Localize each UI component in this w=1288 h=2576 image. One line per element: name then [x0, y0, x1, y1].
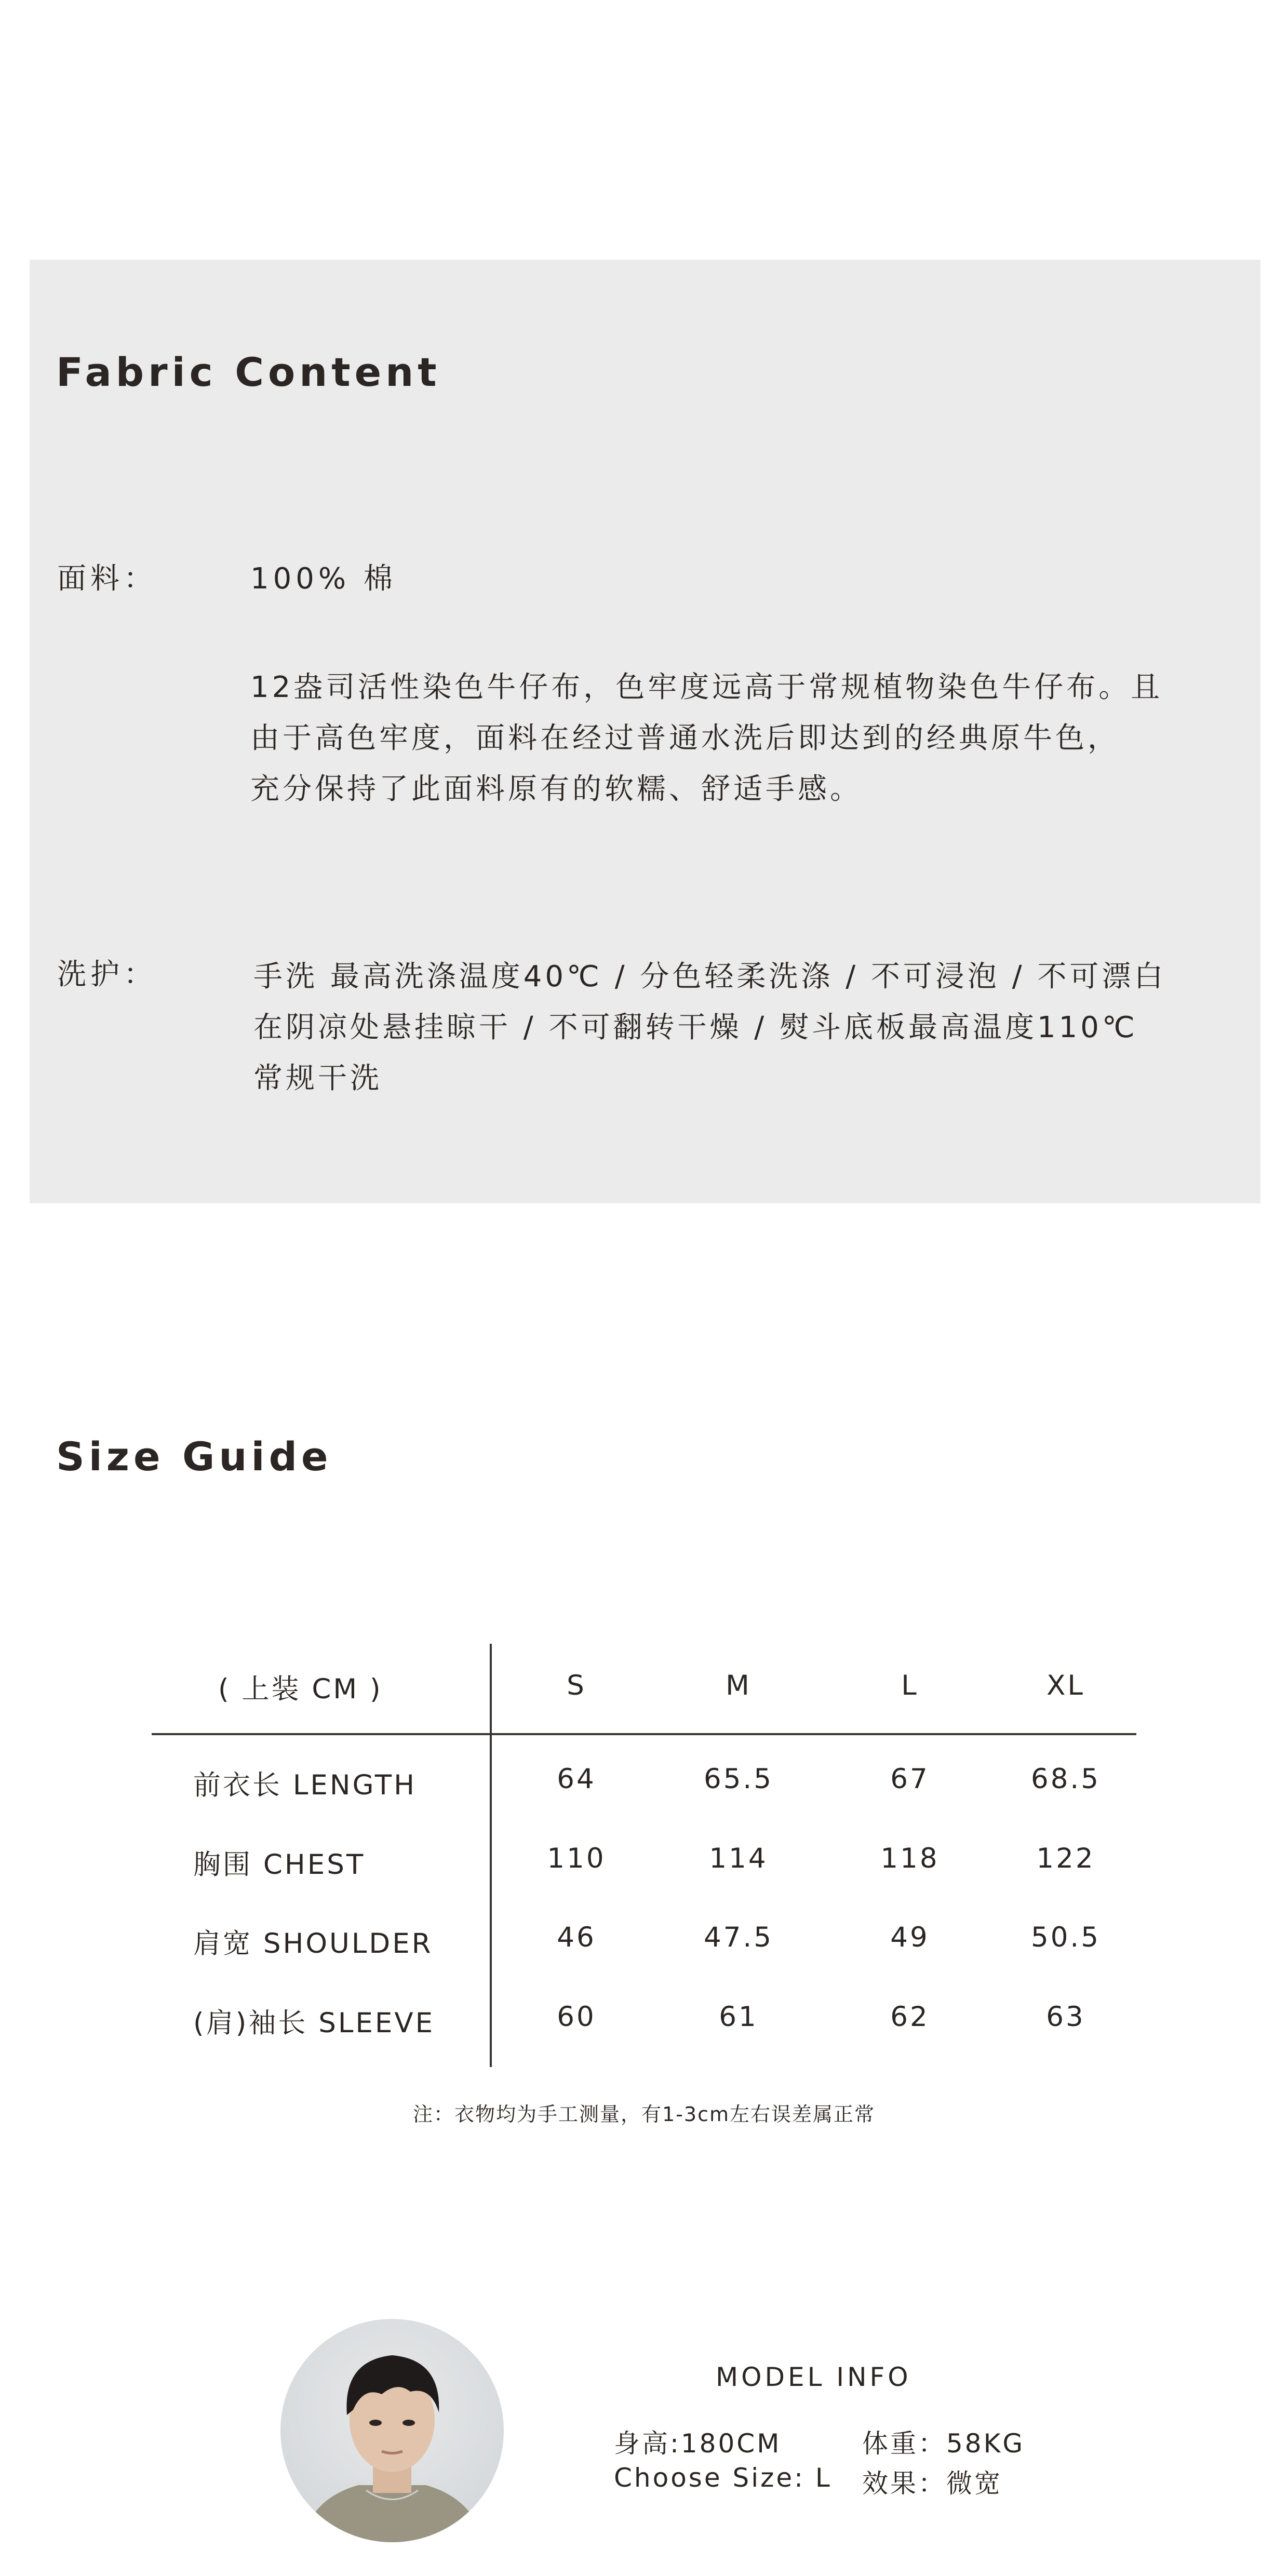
fabric-description-line: 12盎司活性染色牛仔布，色牢度远高于常规植物染色牛仔布。且 [250, 670, 1163, 704]
care-instructions [253, 951, 1166, 1104]
fabric-content-title: Fabric Content [56, 349, 441, 395]
material-value: 100% 棉 [250, 562, 397, 596]
fabric-description-line: 充分保持了此面料原有的软糯、舒适手感。 [250, 772, 862, 806]
table-header-divider [152, 1733, 1136, 1735]
row-label: 前衣长 LENGTH [193, 1769, 417, 1801]
row-label: 肩宽 SHOULDER [193, 1928, 433, 1960]
cell-l: 62 [890, 2001, 930, 2033]
model-avatar [280, 2319, 504, 2542]
table-column-divider [490, 1644, 492, 2067]
model-height: 身高:180CM [614, 2429, 782, 2459]
cell-m: 114 [709, 1843, 768, 1874]
fabric-description [250, 662, 1163, 815]
cell-s: 46 [557, 1922, 596, 1953]
cell-s: 64 [557, 1763, 596, 1795]
care-instruction-line: 在阴凉处悬挂晾干 / 不可翻转干燥 / 熨斗底板最高温度110℃ [253, 1011, 1138, 1044]
size-header-xl: XL [1046, 1670, 1085, 1701]
model-weight: 体重：58KG [862, 2429, 1025, 2459]
size-header-l: L [901, 1670, 919, 1701]
cell-xl: 63 [1046, 2001, 1085, 2033]
unit-header: ( 上装 CM ) [218, 1673, 383, 1705]
care-instruction-line: 常规干洗 [253, 1062, 382, 1095]
cell-l: 118 [880, 1843, 940, 1874]
model-portrait-icon [280, 2319, 504, 2542]
row-label: (肩)袖长 SLEEVE [193, 2007, 435, 2039]
cell-m: 61 [719, 2001, 758, 2033]
cell-xl: 122 [1036, 1843, 1095, 1874]
fabric-description-line: 由于高色牢度，面料在经过普通水洗后即达到的经典原牛色， [250, 721, 1120, 755]
cell-l: 67 [890, 1763, 930, 1795]
size-guide-title: Size Guide [56, 1433, 332, 1480]
cell-m: 47.5 [703, 1922, 773, 1953]
size-header-m: M [726, 1670, 752, 1701]
cell-s: 110 [547, 1843, 606, 1874]
care-label: 洗护： [57, 958, 157, 991]
row-label: 胸围 CHEST [193, 1849, 366, 1881]
material-label: 面料： [57, 562, 157, 596]
cell-s: 60 [557, 2001, 596, 2033]
cell-xl: 68.5 [1030, 1763, 1101, 1795]
care-instruction-line: 手洗 最高洗涤温度40℃ / 分色轻柔洗涤 / 不可浸泡 / 不可漂白 [253, 960, 1166, 994]
cell-xl: 50.5 [1030, 1922, 1101, 1953]
model-info-title: MODEL INFO [716, 2362, 911, 2392]
cell-l: 49 [890, 1922, 930, 1953]
model-fit: 效果：微宽 [862, 2468, 1002, 2499]
model-chosen-size: Choose Size: L [614, 2463, 832, 2493]
cell-m: 65.5 [703, 1763, 773, 1795]
measurement-note: 注：衣物均为手工测量，有1-3cm左右误差属正常 [413, 2103, 875, 2126]
size-header-s: S [567, 1670, 586, 1701]
